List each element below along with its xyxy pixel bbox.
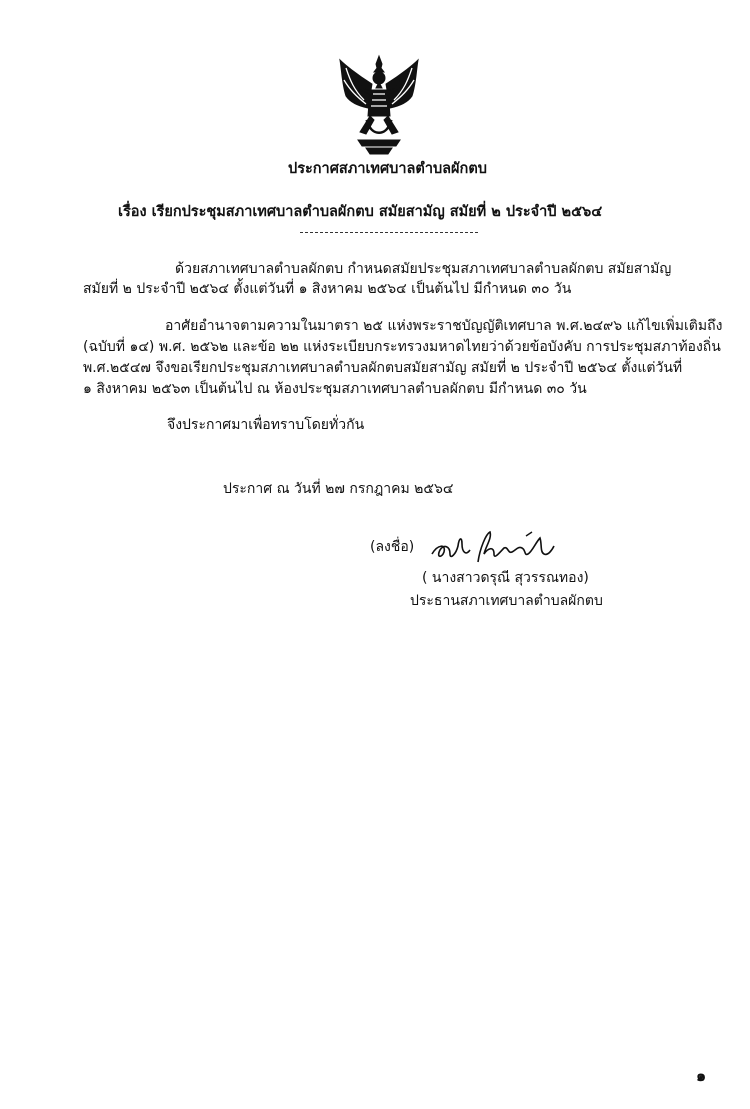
signatory-position: ประธานสภาเทศบาลตำบลผักตบ — [410, 593, 603, 609]
signatory-name: ( นางสาวดรุณี สุวรรณทอง) — [422, 570, 589, 586]
dateline: ประกาศ ณ วันที่ ๒๗ กรกฎาคม ๒๕๖๔ — [223, 481, 454, 497]
paragraph-1-line-1: ด้วยสภาเทศบาลตำบลผักตบ กำหนดสมัยประชุมสภาเทศบาลตำบลผักตบ สมัยสามัญ — [175, 261, 672, 277]
paragraph-2-line-1: อาศัยอำนาจตามความในมาตรา ๒๕ แห่งพระราชบัญญัติเทศบาล พ.ศ.๒๔๙๖ แก้ไขเพิ่มเติมถึง — [165, 318, 723, 334]
paragraph-2-line-3: พ.ศ.๒๕๔๗ จึงขอเรียกประชุมสภาเทศบาลตำบลผักตบสมัยสามัญ สมัยที่ ๒ ประจำปี ๒๕๖๔ ตั้งแต่วันที่ — [83, 360, 683, 376]
paragraph-1-line-2: สมัยที่ ๒ ประจำปี ๒๕๖๔ ตั้งแต่วันที่ ๑ สิงหาคม ๒๕๖๔ เป็นต้นไป มีกำหนด ๓๐ วัน — [83, 281, 572, 297]
paragraph-2-line-4: ๑ สิงหาคม ๒๕๖๓ เป็นต้นไป ณ ห้องประชุมสภาเทศบาลตำบลผักตบ มีกำหนด ๓๐ วัน — [83, 381, 587, 397]
paragraph-3: จึงประกาศมาเพื่อทราบโดยทั่วกัน — [167, 417, 365, 433]
title-divider — [300, 232, 478, 233]
garuda-emblem — [336, 54, 422, 158]
page-number: ๑ — [696, 1066, 707, 1085]
announcement-title: ประกาศสภาเทศบาลตำบลผักตบ — [288, 161, 487, 177]
announcement-subject: เรื่อง เรียกประชุมสภาเทศบาลตำบลผักตบ สมัยสามัญ สมัยที่ ๒ ประจำปี ๒๕๖๔ — [118, 204, 603, 220]
handwritten-signature — [428, 528, 558, 570]
signature-prefix: (ลงชื่อ) — [370, 539, 415, 555]
paragraph-2-line-2: (ฉบับที่ ๑๔) พ.ศ. ๒๕๖๒ และข้อ ๒๒ แห่งระเบียบกระทรวงมหาดไทยว่าด้วยข้อบังคับ การประชุมสภาท้องถิ่น — [83, 339, 721, 355]
